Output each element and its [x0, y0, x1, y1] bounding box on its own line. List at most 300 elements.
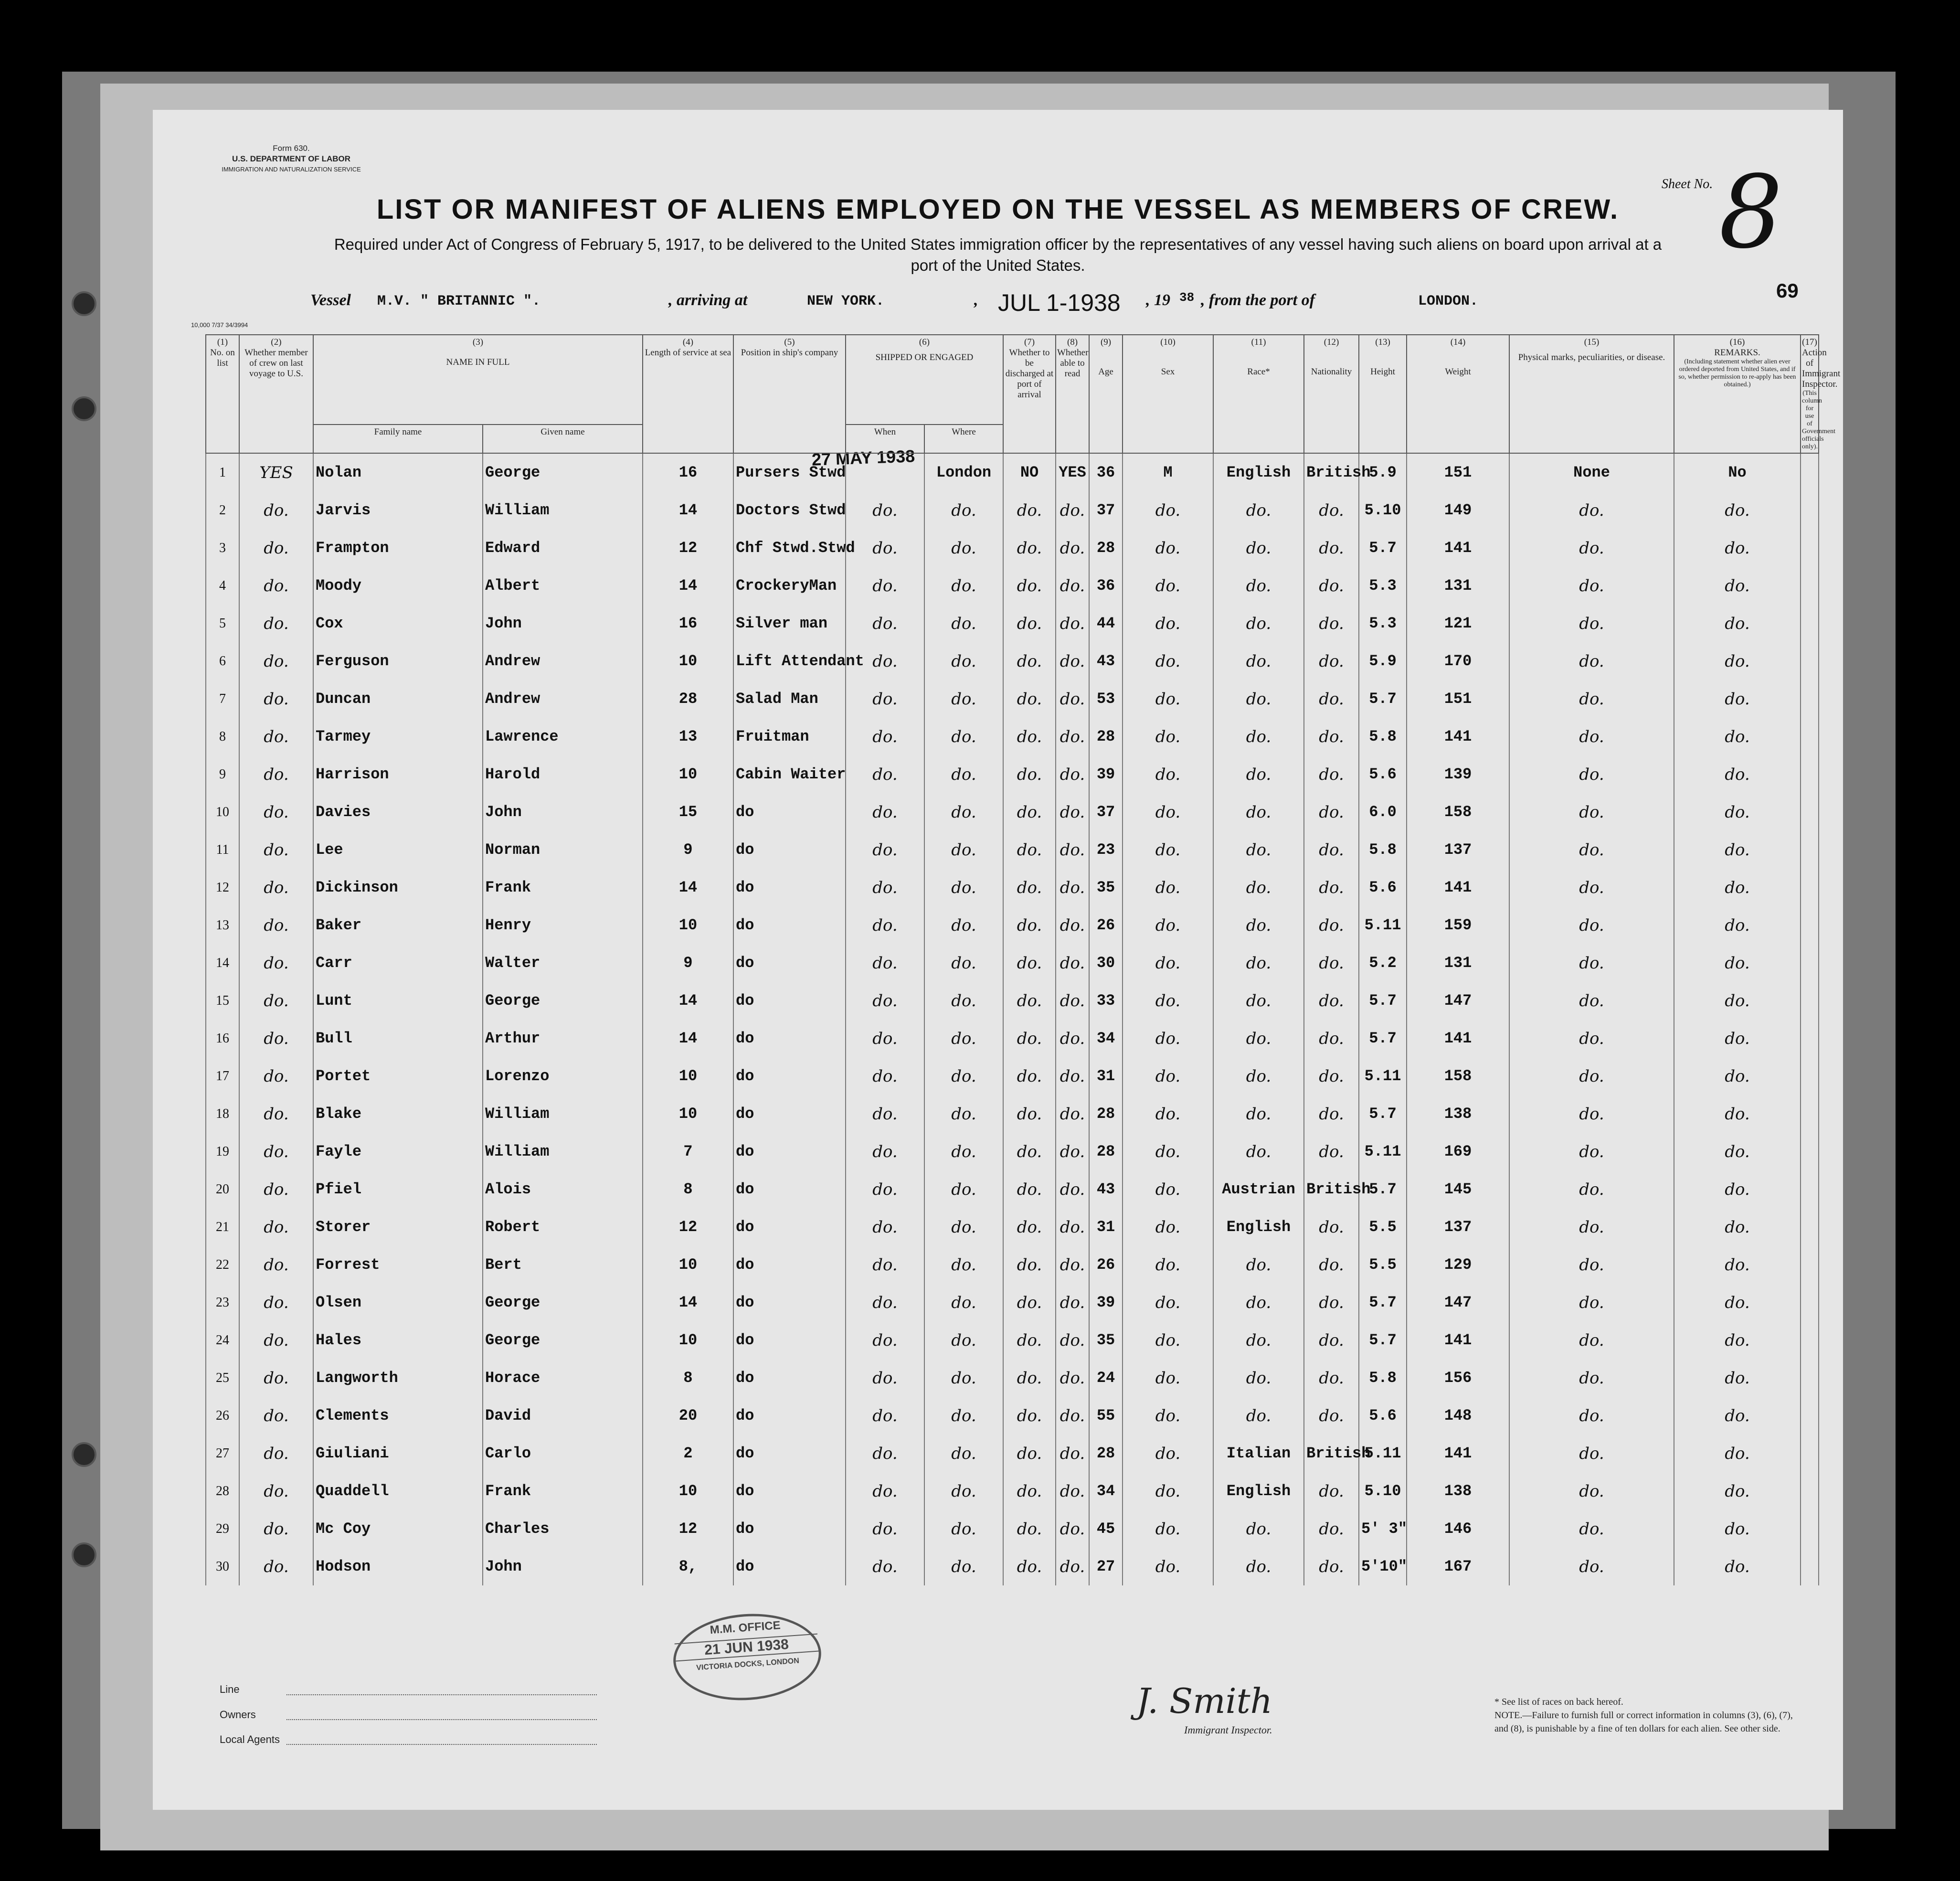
- last-voyage-cell: YES: [239, 453, 313, 491]
- last-voyage-cell: do.: [239, 567, 313, 605]
- table-row: [206, 831, 1819, 869]
- position-cell: do: [733, 1208, 846, 1246]
- shipped-when-cell: do.: [846, 567, 924, 605]
- shipped-where-cell: do.: [924, 567, 1003, 605]
- age-cell: 39: [1089, 1284, 1123, 1321]
- race-cell: do.: [1213, 605, 1304, 642]
- discharged-cell: do.: [1003, 718, 1056, 755]
- discharged-cell: do.: [1003, 1321, 1056, 1359]
- remarks-cell: do.: [1674, 680, 1801, 718]
- length-of-service-cell: 9: [643, 831, 733, 869]
- nationality-cell: British: [1304, 1435, 1359, 1472]
- row-number-cell: 5: [206, 605, 239, 642]
- weight-cell: 137: [1407, 831, 1509, 869]
- departure-port: LONDON.: [1418, 293, 1479, 309]
- position-cell: do: [733, 982, 846, 1020]
- shipped-when-cell: do.: [846, 642, 924, 680]
- height-cell: 5.2: [1359, 944, 1407, 982]
- position-cell: do: [733, 906, 846, 944]
- family-name-cell: Lunt: [313, 982, 483, 1020]
- given-name-cell: Walter: [483, 944, 643, 982]
- position-cell: do: [733, 1284, 846, 1321]
- inspector-action-cell: [1801, 1208, 1819, 1246]
- family-name-cell: Giuliani: [313, 1435, 483, 1472]
- able-to-read-cell: do.: [1056, 1246, 1089, 1284]
- given-name-cell: John: [483, 1548, 643, 1585]
- row-number-cell: 27: [206, 1435, 239, 1472]
- position-cell: CrockeryMan: [733, 567, 846, 605]
- physical-marks-cell: do.: [1509, 1133, 1674, 1170]
- last-voyage-cell: do.: [239, 869, 313, 906]
- height-cell: 5.5: [1359, 1246, 1407, 1284]
- shipped-when-cell: do.: [846, 680, 924, 718]
- physical-marks-cell: do.: [1509, 906, 1674, 944]
- height-cell: 5.7: [1359, 529, 1407, 567]
- last-voyage-cell: do.: [239, 491, 313, 529]
- shipped-where-cell: London: [924, 453, 1003, 491]
- height-cell: 5.10: [1359, 491, 1407, 529]
- sex-cell: do.: [1123, 491, 1213, 529]
- given-name-cell: Bert: [483, 1246, 643, 1284]
- shipped-where-cell: do.: [924, 1133, 1003, 1170]
- physical-marks-cell: do.: [1509, 680, 1674, 718]
- remarks-cell: do.: [1674, 718, 1801, 755]
- inspector-action-cell: [1801, 1359, 1819, 1397]
- shipped-when-cell: do.: [846, 944, 924, 982]
- row-number-cell: 7: [206, 680, 239, 718]
- position-cell: do: [733, 1095, 846, 1133]
- row-number-cell: 2: [206, 491, 239, 529]
- department-name: U.S. DEPARTMENT OF LABOR: [232, 154, 351, 163]
- remarks-cell: do.: [1674, 1510, 1801, 1548]
- able-to-read-cell: do.: [1056, 1397, 1089, 1435]
- height-cell: 5.7: [1359, 1284, 1407, 1321]
- inspector-action-cell: [1801, 906, 1819, 944]
- family-name-cell: Hales: [313, 1321, 483, 1359]
- shipped-where-cell: do.: [924, 1359, 1003, 1397]
- shipped-when-cell: do.: [846, 718, 924, 755]
- shipped-where-cell: do.: [924, 1397, 1003, 1435]
- physical-marks-cell: None: [1509, 453, 1674, 491]
- remarks-cell: do.: [1674, 831, 1801, 869]
- last-voyage-cell: do.: [239, 718, 313, 755]
- col-nationality: (12) Nationality: [1304, 335, 1359, 453]
- height-cell: 5.7: [1359, 1321, 1407, 1359]
- nationality-cell: do.: [1304, 1359, 1359, 1397]
- able-to-read-cell: do.: [1056, 1170, 1089, 1208]
- last-voyage-cell: do.: [239, 1133, 313, 1170]
- able-to-read-cell: do.: [1056, 831, 1089, 869]
- row-number-cell: 13: [206, 906, 239, 944]
- position-cell: do: [733, 831, 846, 869]
- sex-cell: do.: [1123, 755, 1213, 793]
- physical-marks-cell: do.: [1509, 1548, 1674, 1585]
- position-cell: Silver man: [733, 605, 846, 642]
- weight-cell: 141: [1407, 1435, 1509, 1472]
- weight-cell: 141: [1407, 529, 1509, 567]
- last-voyage-cell: do.: [239, 1510, 313, 1548]
- inspector-action-cell: [1801, 1472, 1819, 1510]
- inspector-action-cell: [1801, 755, 1819, 793]
- col-family-name: Family name: [313, 425, 483, 453]
- sex-cell: do.: [1123, 906, 1213, 944]
- nationality-cell: do.: [1304, 529, 1359, 567]
- family-name-cell: Duncan: [313, 680, 483, 718]
- inspector-action-cell: [1801, 869, 1819, 906]
- row-number-cell: 23: [206, 1284, 239, 1321]
- row-number-cell: 17: [206, 1057, 239, 1095]
- col-height: (13) Height: [1359, 335, 1407, 453]
- discharged-cell: do.: [1003, 1510, 1056, 1548]
- nationality-cell: do.: [1304, 793, 1359, 831]
- age-cell: 23: [1089, 831, 1123, 869]
- physical-marks-cell: do.: [1509, 642, 1674, 680]
- family-name-cell: Baker: [313, 906, 483, 944]
- sex-cell: do.: [1123, 1435, 1213, 1472]
- binder-hole: [72, 1442, 96, 1467]
- remarks-cell: do.: [1674, 529, 1801, 567]
- shipped-when-cell: do.: [846, 869, 924, 906]
- shipped-when-cell: do.: [846, 1208, 924, 1246]
- age-cell: 35: [1089, 869, 1123, 906]
- col-last-voyage: (2) Whether member of crew on last voyage to U.S.: [239, 335, 313, 453]
- vessel-label: Vessel: [310, 291, 351, 309]
- table-row: [206, 1095, 1819, 1133]
- race-cell: do.: [1213, 1095, 1304, 1133]
- able-to-read-cell: do.: [1056, 1057, 1089, 1095]
- race-cell: do.: [1213, 944, 1304, 982]
- sex-cell: do.: [1123, 1170, 1213, 1208]
- weight-cell: 131: [1407, 567, 1509, 605]
- weight-cell: 121: [1407, 605, 1509, 642]
- print-code: 10,000 7/37 34/3994: [191, 321, 248, 329]
- inspector-action-cell: [1801, 642, 1819, 680]
- col-inspector-action: (17) Action of Immigrant Inspector. (This column for use of Government officials only).: [1801, 335, 1819, 453]
- last-voyage-cell: do.: [239, 755, 313, 793]
- length-of-service-cell: 13: [643, 718, 733, 755]
- length-of-service-cell: 14: [643, 1284, 733, 1321]
- shipped-where-cell: do.: [924, 1510, 1003, 1548]
- physical-marks-cell: do.: [1509, 831, 1674, 869]
- discharged-cell: do.: [1003, 944, 1056, 982]
- shipped-where-cell: do.: [924, 1548, 1003, 1585]
- weight-cell: 159: [1407, 906, 1509, 944]
- sex-cell: do.: [1123, 1284, 1213, 1321]
- nationality-cell: do.: [1304, 1397, 1359, 1435]
- discharged-cell: NO: [1003, 453, 1056, 491]
- sex-cell: do.: [1123, 1548, 1213, 1585]
- footer-line-rule: [286, 1694, 597, 1695]
- table-row: [206, 1548, 1819, 1585]
- sex-cell: do.: [1123, 1321, 1213, 1359]
- able-to-read-cell: do.: [1056, 491, 1089, 529]
- service-name: IMMIGRATION AND NATURALIZATION SERVICE: [222, 166, 361, 173]
- arrival-port: NEW YORK.: [807, 293, 885, 309]
- able-to-read-cell: do.: [1056, 944, 1089, 982]
- race-cell: do.: [1213, 642, 1304, 680]
- header-row: [206, 335, 1819, 425]
- physical-marks-cell: do.: [1509, 605, 1674, 642]
- given-name-cell: Carlo: [483, 1435, 643, 1472]
- length-of-service-cell: 10: [643, 1057, 733, 1095]
- weight-cell: 141: [1407, 718, 1509, 755]
- length-of-service-cell: 9: [643, 944, 733, 982]
- family-name-cell: Frampton: [313, 529, 483, 567]
- discharged-cell: do.: [1003, 906, 1056, 944]
- age-cell: 37: [1089, 793, 1123, 831]
- inspector-action-cell: [1801, 1095, 1819, 1133]
- col-position: (5) Position in ship's company: [733, 335, 846, 453]
- col-race: (11) Race*: [1213, 335, 1304, 453]
- office-stamp-date: 21 JUN 1938: [675, 1634, 819, 1662]
- remarks-cell: do.: [1674, 1057, 1801, 1095]
- able-to-read-cell: YES: [1056, 453, 1089, 491]
- footer-line-label: Line: [220, 1683, 240, 1695]
- crew-manifest-table: [205, 334, 1841, 1585]
- inspector-action-cell: [1801, 831, 1819, 869]
- height-cell: 5.3: [1359, 605, 1407, 642]
- weight-cell: 151: [1407, 680, 1509, 718]
- given-name-cell: John: [483, 605, 643, 642]
- discharged-cell: do.: [1003, 1359, 1056, 1397]
- inspector-action-cell: [1801, 1397, 1819, 1435]
- height-cell: 6.0: [1359, 793, 1407, 831]
- height-cell: 5.6: [1359, 1397, 1407, 1435]
- race-cell: do.: [1213, 1510, 1304, 1548]
- height-cell: 5.5: [1359, 1208, 1407, 1246]
- age-cell: 45: [1089, 1510, 1123, 1548]
- sex-cell: do.: [1123, 567, 1213, 605]
- inspector-action-cell: [1801, 491, 1819, 529]
- height-cell: 5.7: [1359, 1170, 1407, 1208]
- row-number-cell: 21: [206, 1208, 239, 1246]
- year-value: 38: [1179, 290, 1195, 305]
- race-cell: English: [1213, 1208, 1304, 1246]
- last-voyage-cell: do.: [239, 906, 313, 944]
- col-read: (8) Whether able to read: [1056, 335, 1089, 453]
- row-number-cell: 11: [206, 831, 239, 869]
- remarks-cell: do.: [1674, 1359, 1801, 1397]
- inspector-action-cell: [1801, 1057, 1819, 1095]
- footnote: [1494, 1695, 1800, 1735]
- sex-cell: do.: [1123, 1246, 1213, 1284]
- race-cell: do.: [1213, 1359, 1304, 1397]
- age-cell: 28: [1089, 1435, 1123, 1472]
- col-discharged: (7) Whether to be discharged at port of arrival: [1003, 335, 1056, 453]
- race-cell: Austrian: [1213, 1170, 1304, 1208]
- race-cell: do.: [1213, 1321, 1304, 1359]
- position-cell: Salad Man: [733, 680, 846, 718]
- physical-marks-cell: do.: [1509, 1359, 1674, 1397]
- length-of-service-cell: 12: [643, 1208, 733, 1246]
- position-cell: do: [733, 1133, 846, 1170]
- given-name-cell: Albert: [483, 567, 643, 605]
- col-shipped-when: When: [846, 425, 924, 453]
- nationality-cell: do.: [1304, 567, 1359, 605]
- remarks-cell: No: [1674, 453, 1801, 491]
- shipped-when-cell: do.: [846, 1359, 924, 1397]
- family-name-cell: Nolan: [313, 453, 483, 491]
- shipped-when-cell: do.: [846, 1397, 924, 1435]
- position-cell: do: [733, 1246, 846, 1284]
- nationality-cell: do.: [1304, 1510, 1359, 1548]
- position-cell: do: [733, 869, 846, 906]
- page-number: 69: [1776, 279, 1799, 302]
- able-to-read-cell: do.: [1056, 1359, 1089, 1397]
- physical-marks-cell: do.: [1509, 718, 1674, 755]
- age-cell: 24: [1089, 1359, 1123, 1397]
- able-to-read-cell: do.: [1056, 1284, 1089, 1321]
- discharged-cell: do.: [1003, 529, 1056, 567]
- physical-marks-cell: do.: [1509, 567, 1674, 605]
- remarks-cell: do.: [1674, 1548, 1801, 1585]
- given-name-cell: Andrew: [483, 642, 643, 680]
- given-name-cell: George: [483, 982, 643, 1020]
- discharged-cell: do.: [1003, 982, 1056, 1020]
- row-number-cell: 14: [206, 944, 239, 982]
- age-cell: 31: [1089, 1208, 1123, 1246]
- shipped-where-cell: do.: [924, 869, 1003, 906]
- shipped-when-cell: do.: [846, 1095, 924, 1133]
- row-number-cell: 15: [206, 982, 239, 1020]
- given-name-cell: Charles: [483, 1510, 643, 1548]
- last-voyage-cell: do.: [239, 642, 313, 680]
- age-cell: 33: [1089, 982, 1123, 1020]
- shipped-where-cell: do.: [924, 1020, 1003, 1057]
- remarks-cell: do.: [1674, 906, 1801, 944]
- length-of-service-cell: 28: [643, 680, 733, 718]
- last-voyage-cell: do.: [239, 605, 313, 642]
- remarks-cell: do.: [1674, 1472, 1801, 1510]
- able-to-read-cell: do.: [1056, 1095, 1089, 1133]
- inspector-action-cell: [1801, 1246, 1819, 1284]
- physical-marks-cell: do.: [1509, 1095, 1674, 1133]
- last-voyage-cell: do.: [239, 1020, 313, 1057]
- weight-cell: 139: [1407, 755, 1509, 793]
- given-name-cell: Lorenzo: [483, 1057, 643, 1095]
- family-name-cell: Bull: [313, 1020, 483, 1057]
- nationality-cell: do.: [1304, 1284, 1359, 1321]
- inspector-action-cell: [1801, 1170, 1819, 1208]
- nationality-cell: British: [1304, 453, 1359, 491]
- col-service: (4) Length of service at sea: [643, 335, 733, 453]
- length-of-service-cell: 7: [643, 1133, 733, 1170]
- length-of-service-cell: 15: [643, 793, 733, 831]
- nationality-cell: do.: [1304, 1548, 1359, 1585]
- signature-caption: Immigrant Inspector.: [1184, 1724, 1272, 1736]
- height-cell: 5.6: [1359, 869, 1407, 906]
- height-cell: 5.8: [1359, 1359, 1407, 1397]
- races-note: * See list of races on back hereof.: [1494, 1697, 1623, 1707]
- table-row: [206, 491, 1819, 529]
- discharged-cell: do.: [1003, 491, 1056, 529]
- shipped-when-cell: do.: [846, 1246, 924, 1284]
- col-shipped: (6) SHIPPED OR ENGAGED: [846, 335, 1003, 425]
- shipped-where-cell: do.: [924, 831, 1003, 869]
- age-cell: 26: [1089, 906, 1123, 944]
- age-cell: 36: [1089, 453, 1123, 491]
- nationality-cell: do.: [1304, 491, 1359, 529]
- race-cell: do.: [1213, 718, 1304, 755]
- family-name-cell: Moody: [313, 567, 483, 605]
- nationality-cell: do.: [1304, 1321, 1359, 1359]
- position-cell: do: [733, 1170, 846, 1208]
- age-cell: 26: [1089, 1246, 1123, 1284]
- manifest-page: [153, 110, 1843, 1810]
- weight-cell: 151: [1407, 453, 1509, 491]
- row-number-cell: 16: [206, 1020, 239, 1057]
- discharged-cell: do.: [1003, 1057, 1056, 1095]
- able-to-read-cell: do.: [1056, 755, 1089, 793]
- position-cell: Cabin Waiter: [733, 755, 846, 793]
- race-cell: do.: [1213, 680, 1304, 718]
- form-number: Form 630.: [273, 144, 310, 153]
- table-row: [206, 1397, 1819, 1435]
- remarks-cell: do.: [1674, 567, 1801, 605]
- nationality-cell: do.: [1304, 831, 1359, 869]
- sex-cell: do.: [1123, 718, 1213, 755]
- last-voyage-cell: do.: [239, 529, 313, 567]
- family-name-cell: Storer: [313, 1208, 483, 1246]
- race-cell: do.: [1213, 1548, 1304, 1585]
- age-cell: 34: [1089, 1020, 1123, 1057]
- row-number-cell: 25: [206, 1359, 239, 1397]
- col-sex: (10) Sex: [1123, 335, 1213, 453]
- shipped-date-stamp: 27 MAY 1938: [811, 446, 915, 469]
- race-cell: do.: [1213, 529, 1304, 567]
- discharged-cell: do.: [1003, 1246, 1056, 1284]
- sex-cell: do.: [1123, 1359, 1213, 1397]
- weight-cell: 147: [1407, 982, 1509, 1020]
- remarks-cell: do.: [1674, 491, 1801, 529]
- length-of-service-cell: 2: [643, 1435, 733, 1472]
- shipped-where-cell: do.: [924, 680, 1003, 718]
- family-name-cell: Langworth: [313, 1359, 483, 1397]
- row-number-cell: 28: [206, 1472, 239, 1510]
- footer-owners-label: Owners: [220, 1709, 256, 1721]
- remarks-cell: do.: [1674, 1170, 1801, 1208]
- discharged-cell: do.: [1003, 1284, 1056, 1321]
- last-voyage-cell: do.: [239, 1095, 313, 1133]
- sex-cell: M: [1123, 453, 1213, 491]
- able-to-read-cell: do.: [1056, 567, 1089, 605]
- last-voyage-cell: do.: [239, 1246, 313, 1284]
- form-identifier: [220, 143, 363, 175]
- length-of-service-cell: 16: [643, 453, 733, 491]
- able-to-read-cell: do.: [1056, 529, 1089, 567]
- nationality-cell: do.: [1304, 982, 1359, 1020]
- length-of-service-cell: 12: [643, 1510, 733, 1548]
- race-cell: do.: [1213, 906, 1304, 944]
- remarks-cell: do.: [1674, 1208, 1801, 1246]
- col-given-name: Given name: [483, 425, 643, 453]
- table-row: [206, 680, 1819, 718]
- weight-cell: 158: [1407, 793, 1509, 831]
- inspector-action-cell: [1801, 680, 1819, 718]
- length-of-service-cell: 10: [643, 906, 733, 944]
- remarks-cell: do.: [1674, 1284, 1801, 1321]
- row-number-cell: 9: [206, 755, 239, 793]
- weight-cell: 145: [1407, 1170, 1509, 1208]
- sex-cell: do.: [1123, 1095, 1213, 1133]
- position-cell: do: [733, 793, 846, 831]
- race-cell: English: [1213, 453, 1304, 491]
- row-number-cell: 20: [206, 1170, 239, 1208]
- family-name-cell: Forrest: [313, 1246, 483, 1284]
- discharged-cell: do.: [1003, 1020, 1056, 1057]
- shipped-when-cell: do.: [846, 1472, 924, 1510]
- shipped-where-cell: do.: [924, 793, 1003, 831]
